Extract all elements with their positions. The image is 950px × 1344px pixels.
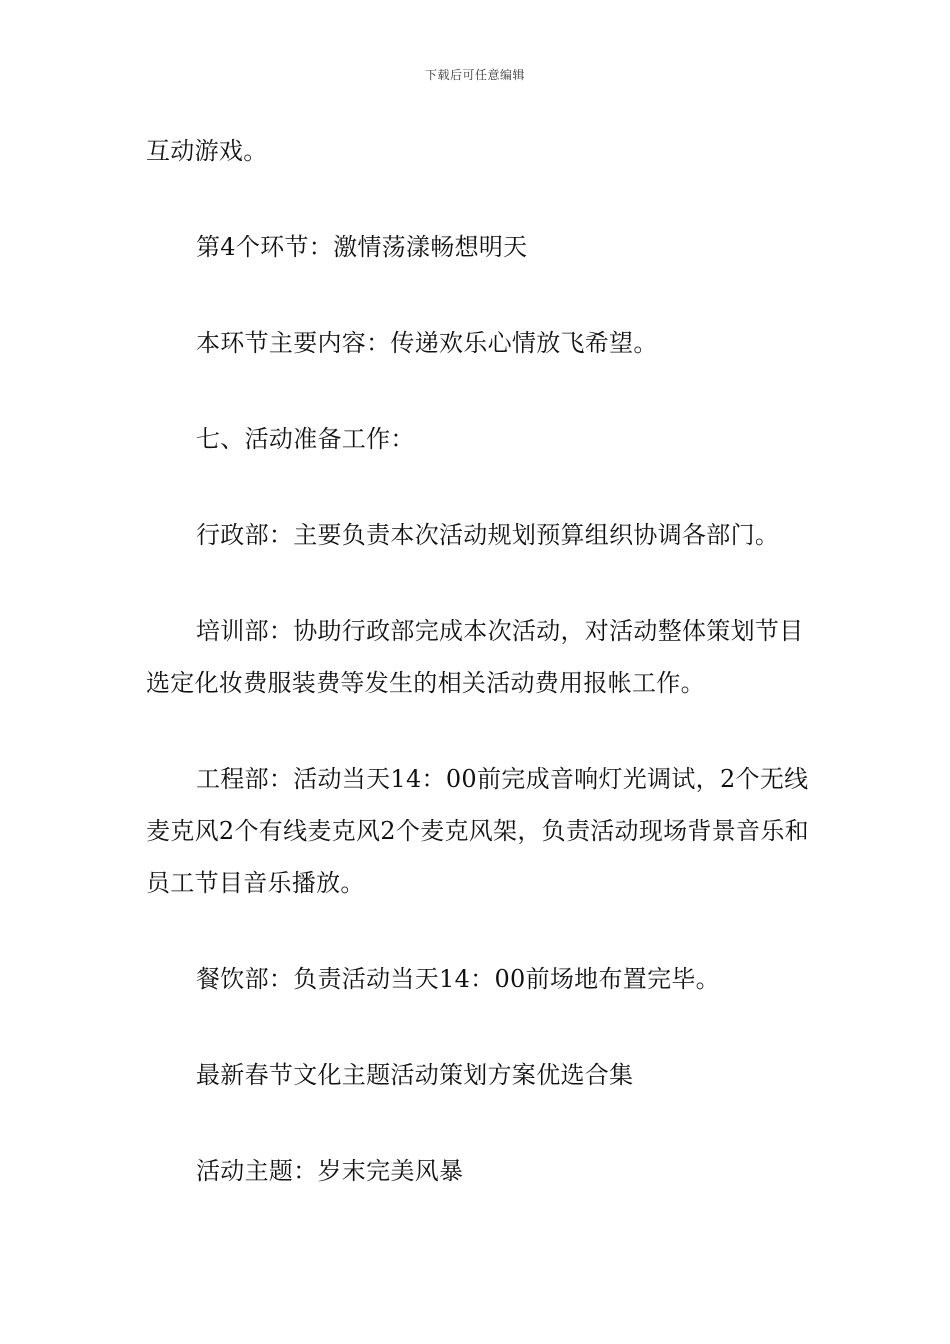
paragraph-preparation-heading: 七、活动准备工作： <box>196 425 415 453</box>
paragraph-activity-theme: 活动主题：岁末完美风暴 <box>196 1157 464 1185</box>
paragraph-collection-title: 最新春节文化主题活动策划方案优选合集 <box>196 1061 634 1089</box>
paragraph-admin-dept: 行政部：主要负责本次活动规划预算组织协调各部门。 <box>196 521 780 549</box>
page-header: 下载后可任意编辑 <box>424 68 525 82</box>
paragraph-continuation: 互动游戏。 <box>146 137 268 165</box>
paragraph-section-4: 第4个环节：激情荡漾畅想明天 <box>196 233 528 261</box>
document-body <box>146 125 810 1241</box>
paragraph-training-dept: 培训部：协助行政部完成本次活动，对活动整体策划节目选定化妆费服装费等发生的相关活动费用报帐工作。 <box>146 617 804 697</box>
paragraph-catering-dept: 餐饮部：负责活动当天14：00前场地布置完毕。 <box>196 965 720 993</box>
paragraph-section-content: 本环节主要内容：传递欢乐心情放飞希望。 <box>196 329 658 357</box>
paragraph-engineering-dept: 工程部：活动当天14：00前完成音响灯光调试，2个无线麦克风2个有线麦克风2个麦克风架，负责活动现场背景音乐和员工节目音乐播放。 <box>146 765 809 897</box>
